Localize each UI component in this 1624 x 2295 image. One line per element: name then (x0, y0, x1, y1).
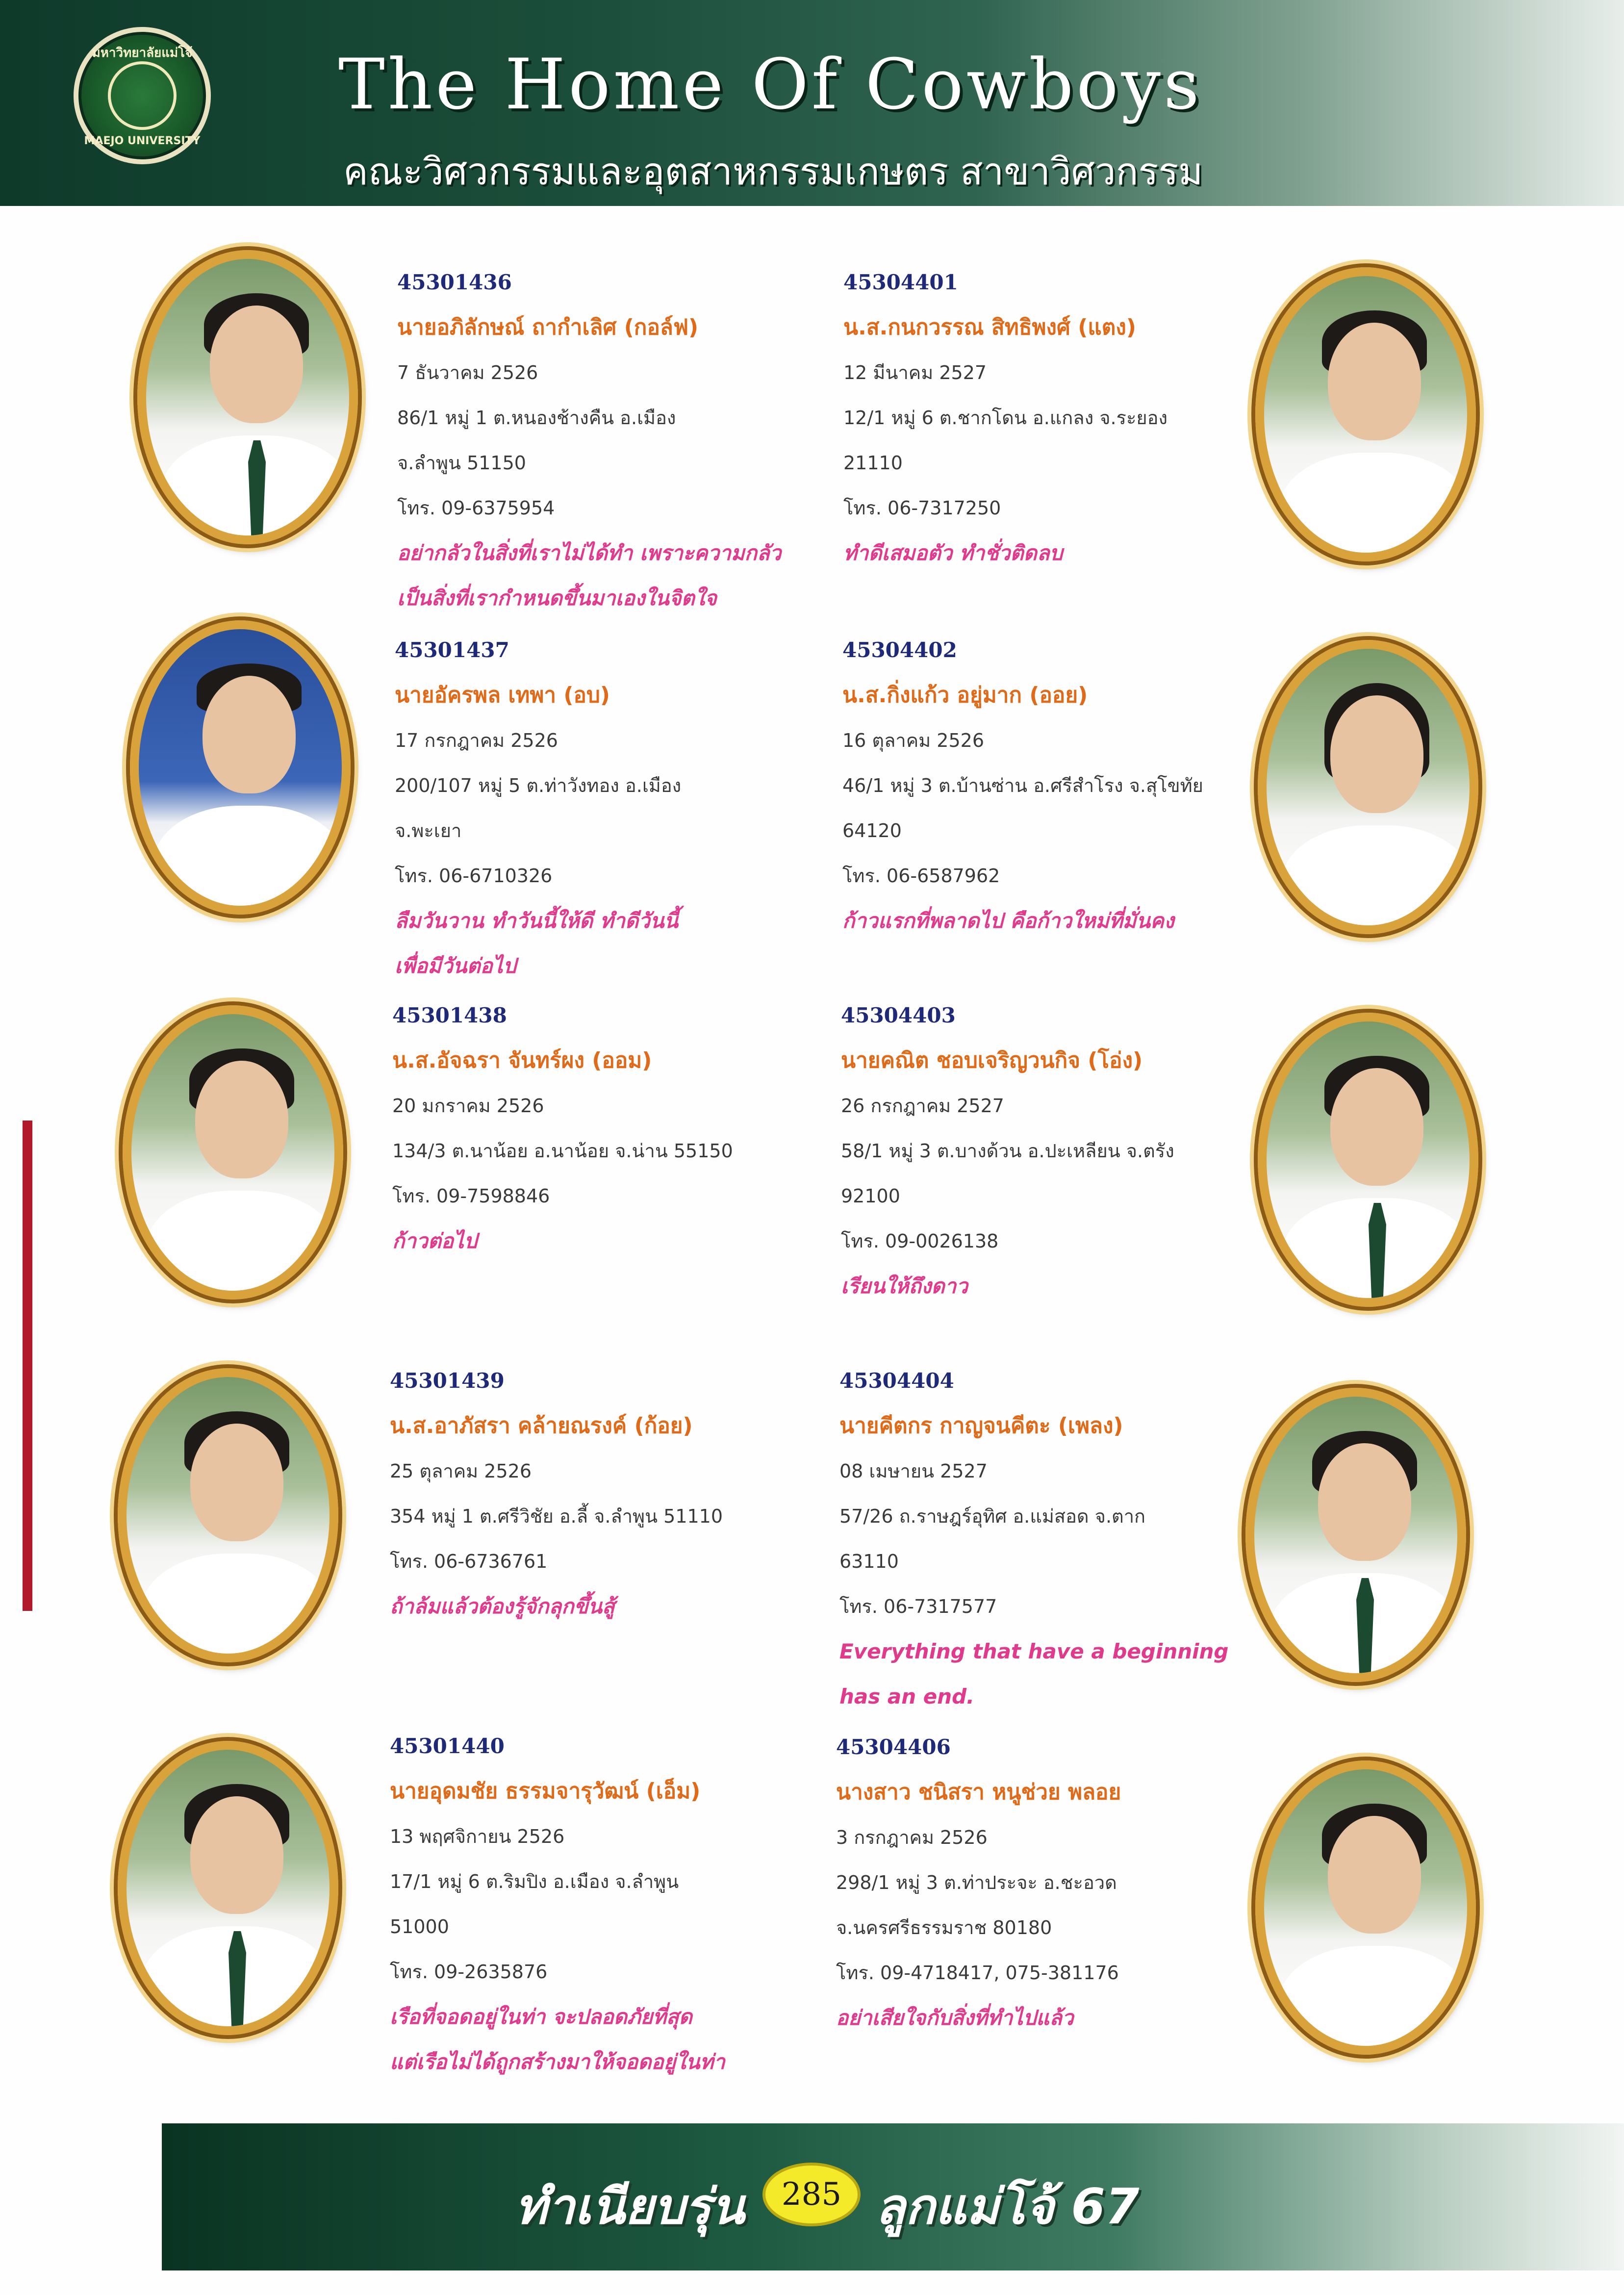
student-name: นายคณิต ชอบเจริญวนกิจ (โอ่ง) (841, 1048, 1143, 1073)
student-id: 45301437 (395, 638, 509, 662)
student-motto: เรือที่จอดอยู่ในท่า จะปลอดภัยที่สุด (390, 2005, 692, 2029)
student-entry (397, 260, 819, 621)
student-photo (118, 1368, 338, 1662)
student-birthdate: 17 กรกฎาคม 2526 (395, 730, 558, 751)
student-motto: อย่ากลัวในสิ่งที่เราไม่ได้ทำ เพราะความกลัว (397, 541, 782, 565)
page-header (0, 0, 1624, 206)
page-title: The Home Of Cowboys (338, 44, 1202, 125)
student-photo (137, 250, 358, 544)
student-name: นายอุดมชัย ธรรมจารุวัฒน์ (เอ็ม) (390, 1779, 701, 1804)
red-side-bar (23, 1121, 32, 1611)
student-address: 92100 (841, 1185, 900, 1207)
student-id: 45301438 (392, 1003, 507, 1027)
footer-yearbook-title: ทำเนียบรุ่น (515, 2178, 745, 2235)
student-address: 354 หมู่ 1 ต.ศรีวิชัย อ.ลี้ จ.ลำพูน 51110 (390, 1505, 723, 1527)
student-id: 45304402 (842, 638, 957, 662)
student-birthdate: 12 มีนาคม 2527 (843, 362, 987, 383)
student-phone: โทร. 06-6587962 (842, 865, 1000, 887)
student-address: จ.ลำพูน 51150 (397, 452, 526, 474)
student-birthdate: 26 กรกฎาคม 2527 (841, 1095, 1004, 1117)
student-motto: ลืมวันวาน ทำวันนี้ให้ดี ทำดีวันนี้ (395, 909, 679, 933)
student-motto: แต่เรือไม่ได้ถูกสร้างมาให้จอดอยู่ในท่า (390, 2050, 725, 2074)
student-motto: Everything that have a beginning (839, 1639, 1229, 1663)
student-motto: เรียนให้ถึงดาว (841, 1274, 968, 1298)
student-phone: โทร. 06-7317250 (843, 497, 1001, 519)
student-birthdate: 25 ตุลาคม 2526 (390, 1460, 532, 1482)
student-entry (395, 628, 816, 989)
student-address: 86/1 หมู่ 1 ต.หนองช้างคืน อ.เมือง (397, 407, 676, 429)
student-address: 298/1 หมู่ 3 ต.ท่าประจะ อ.ชะอวด (836, 1872, 1117, 1893)
student-address: จ.พะเยา (395, 820, 462, 842)
student-motto: เพื่อมีวันต่อไป (395, 954, 516, 978)
student-address: จ.นครศรีธรรมราช 80180 (836, 1917, 1052, 1938)
student-motto: ก้าวแรกที่พลาดไป คือก้าวใหม่ที่มั่นคง (842, 909, 1174, 933)
student-address: 17/1 หมู่ 6 ต.ริมปิง อ.เมือง จ.ลำพูน (390, 1871, 679, 1892)
student-motto: ก้าวต่อไป (392, 1229, 477, 1253)
student-entry (843, 260, 1265, 576)
student-id: 45301436 (397, 270, 512, 294)
student-entry (842, 628, 1264, 944)
student-address: 57/26 ถ.ราษฎร์อุทิศ อ.แม่สอด จ.ตาก (839, 1505, 1146, 1527)
logo-text-bottom: MAEJO UNIVERSITY (84, 135, 201, 147)
student-id: 45304404 (839, 1369, 954, 1393)
student-birthdate: 16 ตุลาคม 2526 (842, 730, 984, 751)
student-phone: โทร. 09-7598846 (392, 1185, 550, 1207)
student-photo (1245, 1388, 1466, 1682)
student-birthdate: 08 เมษายน 2527 (839, 1460, 988, 1482)
student-id: 45304406 (836, 1735, 951, 1759)
footer-class-label: ลูกแม่โจ้ 67 (875, 2178, 1140, 2235)
student-address: 63110 (839, 1551, 899, 1572)
student-address: 200/107 หมู่ 5 ต.ท่าวังทอง อ.เมือง (395, 775, 682, 796)
student-address: 134/3 ต.นาน้อย อ.นาน้อย จ.น่าน 55150 (392, 1140, 733, 1162)
page-subtitle: คณะวิศวกรรมและอุตสาหกรรมเกษตร สาขาวิศวกรรม (343, 150, 1203, 193)
student-birthdate: 3 กรกฎาคม 2526 (836, 1827, 988, 1848)
student-motto: เป็นสิ่งที่เรากำหนดขึ้นมาเองในจิตใจ (397, 586, 717, 610)
student-entry (390, 1358, 812, 1629)
student-address: 51000 (390, 1916, 449, 1938)
student-photo (123, 1005, 343, 1300)
student-birthdate: 13 พฤศจิกายน 2526 (390, 1826, 565, 1847)
student-photo (1258, 640, 1478, 934)
student-entry (390, 1724, 812, 2085)
student-name: น.ส.กนกวรรณ สิทธิพงศ์ (แตง) (843, 315, 1136, 340)
student-name: นางสาว ชนิสรา หนูช่วย พลอย (836, 1780, 1121, 1805)
student-address: 21110 (843, 452, 903, 474)
student-motto: has an end. (839, 1684, 975, 1708)
page-number: 285 (762, 2163, 861, 2226)
student-photo (1255, 267, 1476, 561)
student-address: 58/1 หมู่ 3 ต.บางด้วน อ.ปะเหลียน จ.ตรัง (841, 1140, 1174, 1162)
student-name: น.ส.อาภัสรา คล้ายณรงค์ (ก้อย) (390, 1413, 693, 1438)
student-birthdate: 7 ธันวาคม 2526 (397, 362, 538, 383)
student-motto: ถ้าล้มแล้วต้องรู้จักลุกขึ้นสู้ (390, 1594, 615, 1618)
student-phone: โทร. 06-6710326 (395, 865, 553, 887)
student-photo (1258, 1013, 1478, 1307)
student-phone: โทร. 06-6736761 (390, 1551, 548, 1572)
student-entry (839, 1358, 1261, 1719)
student-id: 45304403 (841, 1003, 956, 1027)
student-name: นายคีตกร กาญจนคีตะ (เพลง) (839, 1413, 1123, 1438)
student-id: 45304401 (843, 270, 958, 294)
student-phone: โทร. 09-0026138 (841, 1230, 999, 1252)
student-entry (392, 993, 814, 1264)
student-id: 45301439 (390, 1369, 505, 1393)
student-motto: ทำดีเสมอตัว ทำชั่วติดลบ (843, 541, 1063, 565)
student-address: 46/1 หมู่ 3 ต.บ้านซ่าน อ.ศรีสำโรง จ.สุโขทัย (842, 775, 1203, 796)
student-address: 12/1 หมู่ 6 ต.ชากโดน อ.แกลง จ.ระยอง (843, 407, 1168, 429)
student-phone: โทร. 09-2635876 (390, 1961, 548, 1983)
student-phone: โทร. 09-4718417, 075-381176 (836, 1962, 1119, 1984)
student-photo (1255, 1760, 1476, 2055)
university-logo (74, 27, 211, 164)
student-birthdate: 20 มกราคม 2526 (392, 1095, 544, 1117)
logo-emblem (108, 61, 177, 130)
student-name: น.ส.กิ่งแก้ว อยู่มาก (ออย) (842, 683, 1088, 708)
student-name: น.ส.อัจฉรา จันทร์ผง (ออม) (392, 1048, 652, 1073)
student-id: 45301440 (390, 1734, 505, 1758)
student-entry (836, 1725, 1258, 2040)
student-photo (118, 1741, 338, 2035)
logo-text-top: มหาวิทยาลัยแม่โจ้ (92, 46, 193, 60)
student-motto: อย่าเสียใจกับสิ่งที่ทำไปแล้ว (836, 2006, 1074, 2030)
student-photo (130, 620, 351, 915)
student-name: นายอัครพล เทพา (อบ) (395, 683, 610, 708)
student-phone: โทร. 06-7317577 (839, 1596, 997, 1617)
student-address: 64120 (842, 820, 902, 842)
student-name: นายอภิลักษณ์ ถากำเลิศ (กอล์ฟ) (397, 315, 699, 340)
student-entry (841, 993, 1263, 1309)
student-phone: โทร. 09-6375954 (397, 497, 555, 519)
